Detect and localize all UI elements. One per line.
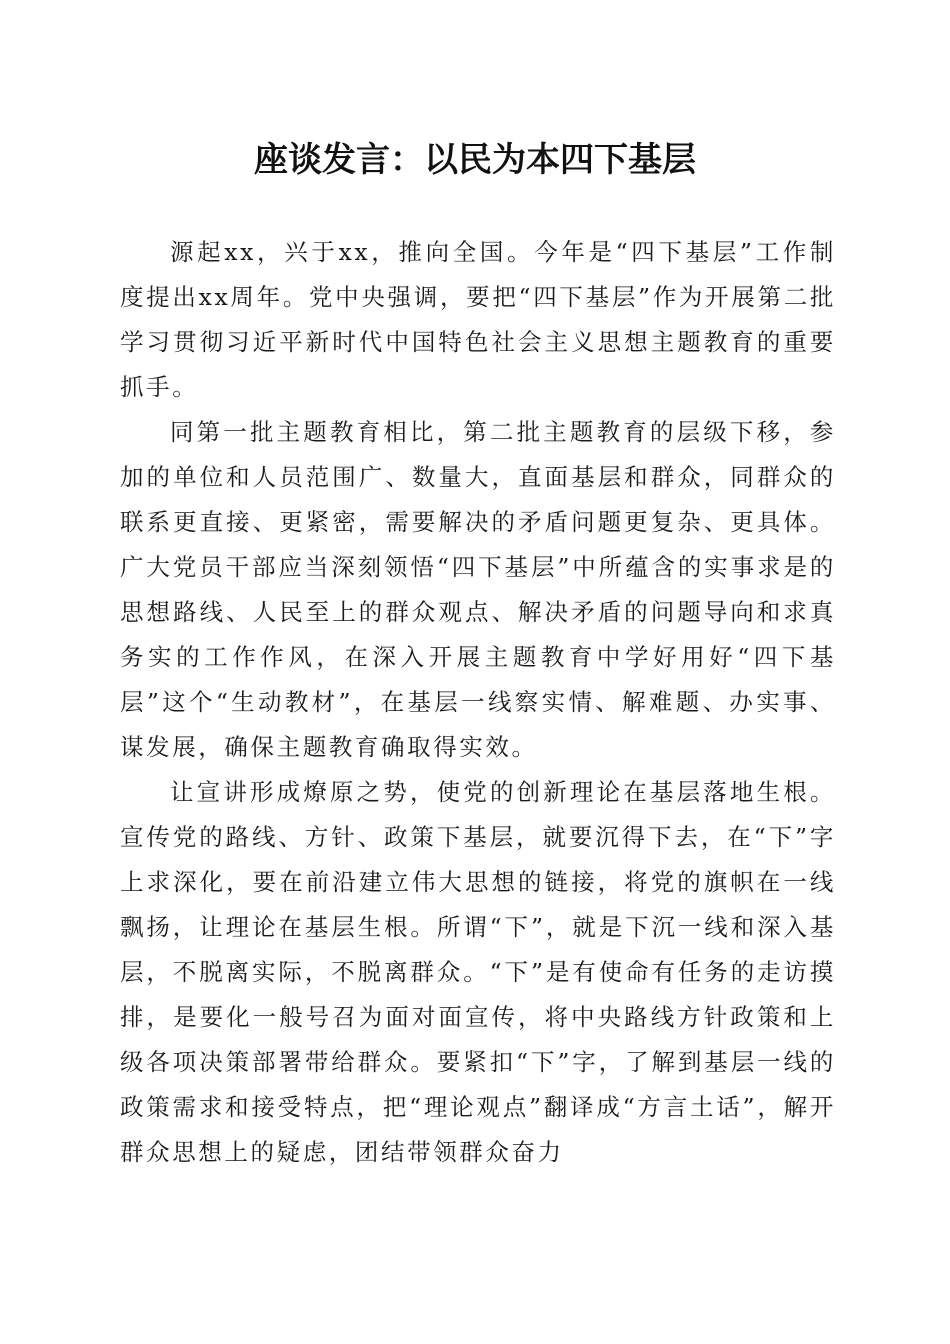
paragraph-1: 源起xx，兴于xx，推向全国。今年是“四下基层”工作制度提出xx周年。党中央强调，要把“四下基层”作为开展第二批学习贯彻习近平新时代中国特色社会主义思想主题教育的重要抓手。 bbox=[120, 238, 836, 401]
document-body bbox=[120, 230, 836, 1175]
paragraph-2: 同第一批主题教育相比，第二批主题教育的层级下移，参加的单位和人员范围广、数量大，直面基层和群众，同群众的联系更直接、更紧密，需要解决的矛盾问题更复杂、更具体。广大党员干部应当深刻领悟“四下基层”中所蕴含的实事求是的思想路线、人民至上的群众观点、解决矛盾的问题导向和求真务实的工作作风，在深入开展主题教育中学好用好“四下基层”这个“生动教材”，在基层一线察实情、解难题、办实事、谋发展，确保主题教育确取得实效。 bbox=[120, 418, 836, 761]
document-title: 座谈发言：以民为本四下基层 bbox=[254, 140, 696, 180]
paragraph-3: 让宣讲形成燎原之势，使党的创新理论在基层落地生根。宣传党的路线、方针、政策下基层，就要沉得下去，在“下”字上求深化，要在前沿建立伟大思想的链接，将党的旗帜在一线飘扬，让理论在基层生根。所谓“下”，就是下沉一线和深入基层，不脱离实际，不脱离群众。“下”是有使命有任务的走访摸排，是要化一般号召为面对面宣传，将中央路线方针政策和上级各项决策部署带给群众。要紧扣“下”字，了解到基层一线的政策需求和接受特点，把“理论观点”翻译成“方言土话”，解开群众思想上的疑虑，团结带领群众奋力 bbox=[120, 778, 836, 1166]
